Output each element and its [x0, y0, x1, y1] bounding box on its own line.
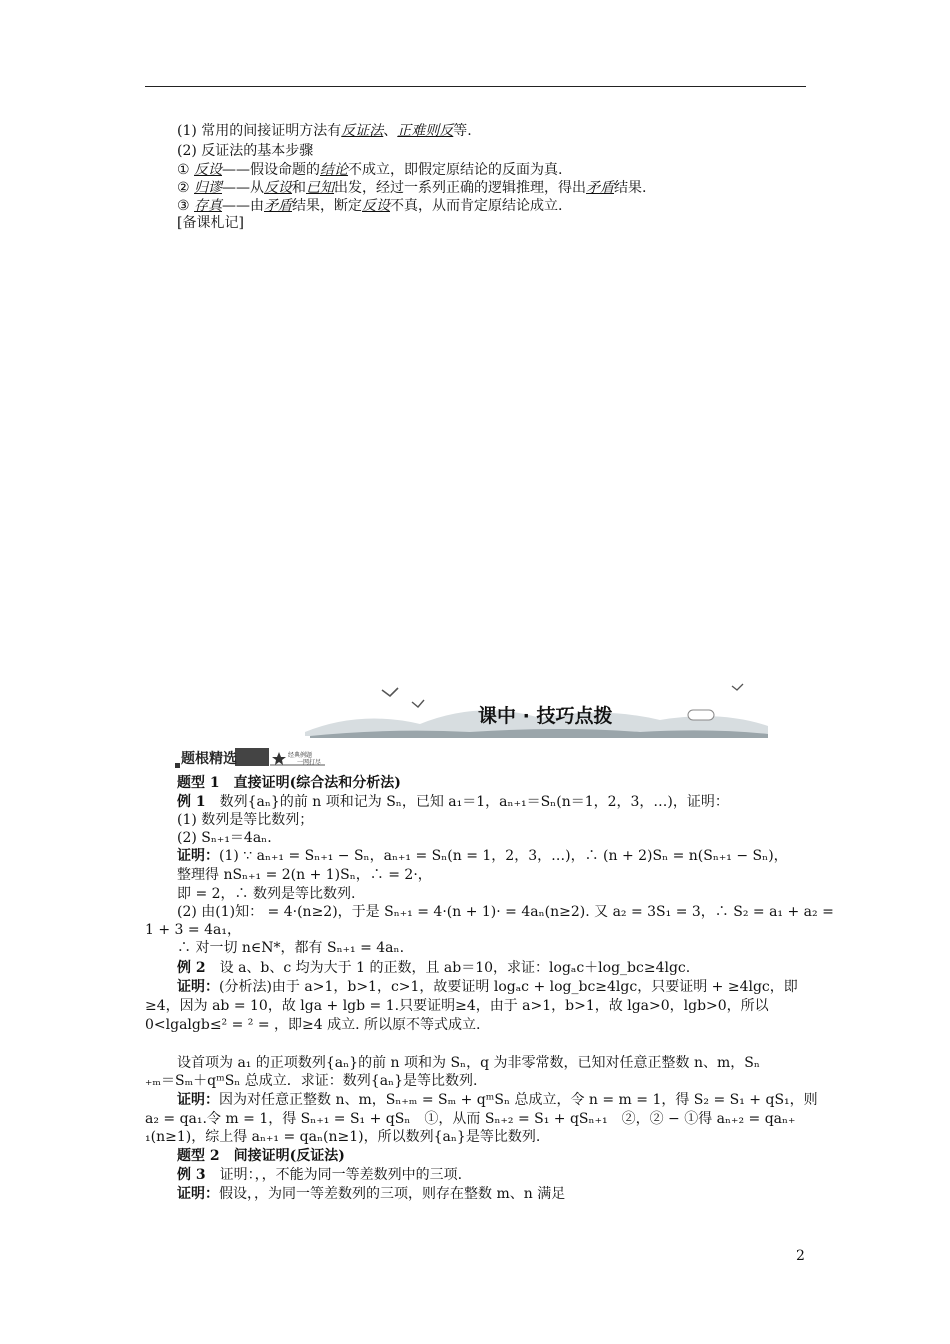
proof-3-line-1: 证明：因为对任意正整数 n、m，Sₙ₊ₘ = Sₘ + qᵐSₙ 总成立，令 n = m = 1，得 S₂ = S₁ + qS₁，则 [177, 1092, 818, 1108]
variant-line-2: ₊ₘ＝Sₘ＋qᵐSₙ 总成立．求证：数列{aₙ}是等比数列. [145, 1073, 478, 1089]
bird-icon [382, 688, 398, 696]
step-1: ① 反设——假设命题的结论不成立，即假定原结论的反面为真. [177, 162, 563, 178]
example-1: 例 1 数列{aₙ}的前 n 项和记为 Sₙ，已知 a₁＝1，aₙ₊₁＝Sₙ(n＝1，2，3，…)，证明： [177, 794, 729, 810]
step-3: ③ 存真——由矛盾结果，断定反设不真，从而肯定原结论成立. [177, 198, 563, 214]
proof-1-line-1: 证明：(1) ∵ aₙ₊₁ = Sₙ₊₁ − Sₙ，aₙ₊₁ = Sₙ(n = 1，2，3，…)，∴ (n + 2)Sₙ = n(Sₙ₊₁ − Sₙ)， [177, 848, 788, 864]
method-line: (1) 常用的间接证明方法有反证法、正难则反等. [177, 123, 472, 139]
section-tag [175, 748, 335, 768]
tag-sub1: 经典例题 [288, 752, 313, 759]
topic-2-heading: 题型 2 间接证明(反证法) [177, 1148, 345, 1164]
bird-icon [412, 700, 424, 707]
notes-label: [备课札记] [177, 215, 244, 231]
example-1-part-2: (2) Sₙ₊₁＝4aₙ. [177, 830, 272, 846]
proof-1-line-6: ∴ 对一切 n∈N*，都有 Sₙ₊₁ = 4aₙ. [177, 940, 405, 956]
banner-title: 课中 · 技巧点拨 [478, 705, 613, 727]
star-icon [272, 752, 286, 765]
proof-1-line-3: 即 = 2，∴ 数列是等比数列. [177, 886, 356, 902]
tag-sub2: 一网打尽 [297, 759, 322, 766]
proof-1-line-2: 整理得 nSₙ₊₁ = 2(n + 1)Sₙ，∴ = 2·， [177, 867, 432, 883]
bird-icon [732, 684, 743, 690]
steps-heading: (2) 反证法的基本步骤 [177, 143, 314, 159]
tag-main: 题根精选 [181, 751, 237, 767]
proof-1-line-4: (2) 由(1)知： = 4·(n≥2)，于是 Sₙ₊₁ = 4·(n + 1)· = 4aₙ(n≥2). 又 a₂ = 3S₁ = 3，∴ S₂ = a₁ + a₂ = [177, 904, 834, 920]
page-number: 2 [796, 1248, 805, 1264]
step-2: ② 归谬——从反设和已知出发，经过一系列正确的逻辑推理，得出矛盾结果. [177, 180, 647, 196]
example-1-part-1: (1) 数列是等比数列； [177, 812, 314, 828]
proof-2-line-1: 证明：(分析法)由于 a>1，b>1，c>1，故要证明 logₐc + log_bc≥4lgc，只要证明 + ≥4lgc，即 [177, 979, 798, 995]
proof-2-line-3: 0<lgalgb≤² = ² = ，即≥4 成立. 所以原不等式成立. [145, 1017, 481, 1033]
example-3: 例 3 证明：，，不能为同一等差数列中的三项. [177, 1167, 463, 1183]
proof-2-line-2: ≥4，因为 ab = 10，故 lga + lgb = 1.只要证明≥4，由于 a>1，b>1，故 lga>0，lgb>0，所以 [145, 998, 769, 1014]
proof-3-line-2: a₂ = qa₁.令 m = 1，得 Sₙ₊₁ = S₁ + qSₙ ①，从而 Sₙ₊₂ = S₁ + qSₙ₊₁ ②，② − ①得 aₙ₊₂ = qaₙ₊ [145, 1111, 796, 1127]
header-rule [145, 86, 806, 87]
example-2: 例 2 设 a、b、c 均为大于 1 的正数，且 ab＝10，求证：logₐc＋log_bc≥4lgc. [177, 960, 691, 976]
variant-line-1: 设首项为 a₁ 的正项数列{aₙ}的前 n 项和为 Sₙ，q 为非零常数，已知对任意正整数 n、m，Sₙ [177, 1055, 760, 1071]
topic-1-heading: 题型 1 直接证明(综合法和分析法) [177, 775, 401, 791]
proof-4-line-1: 证明：假设，，为同一等差数列的三项，则存在整数 m、n 满足 [177, 1186, 566, 1202]
section-banner [300, 680, 770, 742]
proof-1-line-5: 1 + 3 = 4a₁， [145, 922, 241, 938]
proof-3-line-3: ₁(n≥1)，综上得 aₙ₊₁ = qaₙ(n≥1)，所以数列{aₙ}是等比数列. [145, 1129, 541, 1145]
